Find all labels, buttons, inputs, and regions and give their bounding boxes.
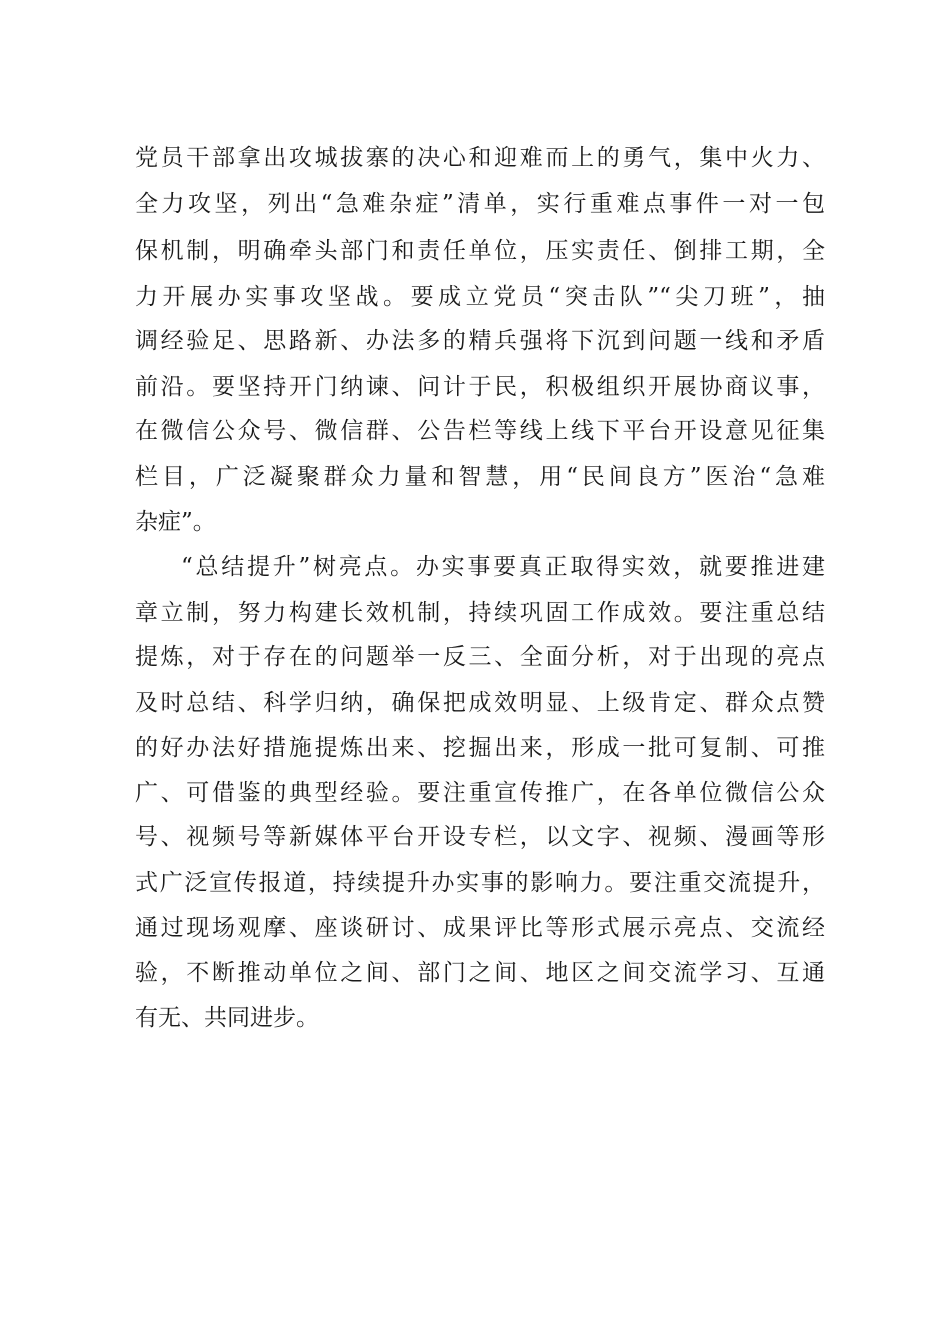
paragraph-2-line-7: 号、视频号等新媒体平台开设专栏，以文字、视频、漫画等形: [135, 824, 825, 850]
paragraph-2-line-3: 提炼，对于存在的问题举一反三、全面分析，对于出现的亮点: [135, 644, 825, 670]
paragraph-2-line-8: 式广泛宣传报道，持续提升办实事的影响力。要注重交流提升，: [135, 870, 825, 896]
paragraph-1-line-5: 调经验足、思路新、办法多的精兵强将下沉到问题一线和矛盾: [135, 328, 825, 354]
paragraph-2-line-6: 广、可借鉴的典型经验。要注重宣传推广，在各单位微信公众: [135, 780, 825, 806]
paragraph-2-line-1: “总结提升”树亮点。办实事要真正取得实效，就要推进建: [181, 554, 825, 580]
paragraph-1-line-9: 杂症”。: [135, 509, 216, 535]
paragraph-2-line-2: 章立制，努力构建长效机制，持续巩固工作成效。要注重总结: [135, 600, 825, 626]
paragraph-1-line-3: 保机制，明确牵头部门和责任单位，压实责任、倒排工期，全: [135, 238, 825, 264]
paragraph-2-line-10: 验，不断推动单位之间、部门之间、地区之间交流学习、互通: [135, 960, 825, 986]
paragraph-1-line-8: 栏目，广泛凝聚群众力量和智慧，用“民间良方”医治“急难: [135, 464, 825, 490]
paragraph-1-line-6: 前沿。要坚持开门纳谏、问计于民，积极组织开展协商议事，: [135, 374, 825, 400]
paragraph-1-line-1: 党员干部拿出攻城拔寨的决心和迎难而上的勇气，集中火力、: [135, 145, 825, 171]
paragraph-2-line-5: 的好办法好措施提炼出来、挖掘出来，形成一批可复制、可推: [135, 735, 825, 761]
paragraph-1-line-2: 全力攻坚，列出“急难杂症”清单，实行重难点事件一对一包: [135, 191, 825, 217]
paragraph-2-line-4: 及时总结、科学归纳，确保把成效明显、上级肯定、群众点赞: [135, 690, 825, 716]
paragraph-1-line-4: 力开展办实事攻坚战。要成立党员“突击队”“尖刀班”，抽: [135, 284, 825, 310]
paragraph-1-line-7: 在微信公众号、微信群、公告栏等线上线下平台开设意见征集: [135, 418, 825, 444]
paragraph-2-line-9: 通过现场观摩、座谈研讨、成果评比等形式展示亮点、交流经: [135, 915, 825, 941]
paragraph-2-line-11: 有无、共同进步。: [135, 1005, 319, 1031]
